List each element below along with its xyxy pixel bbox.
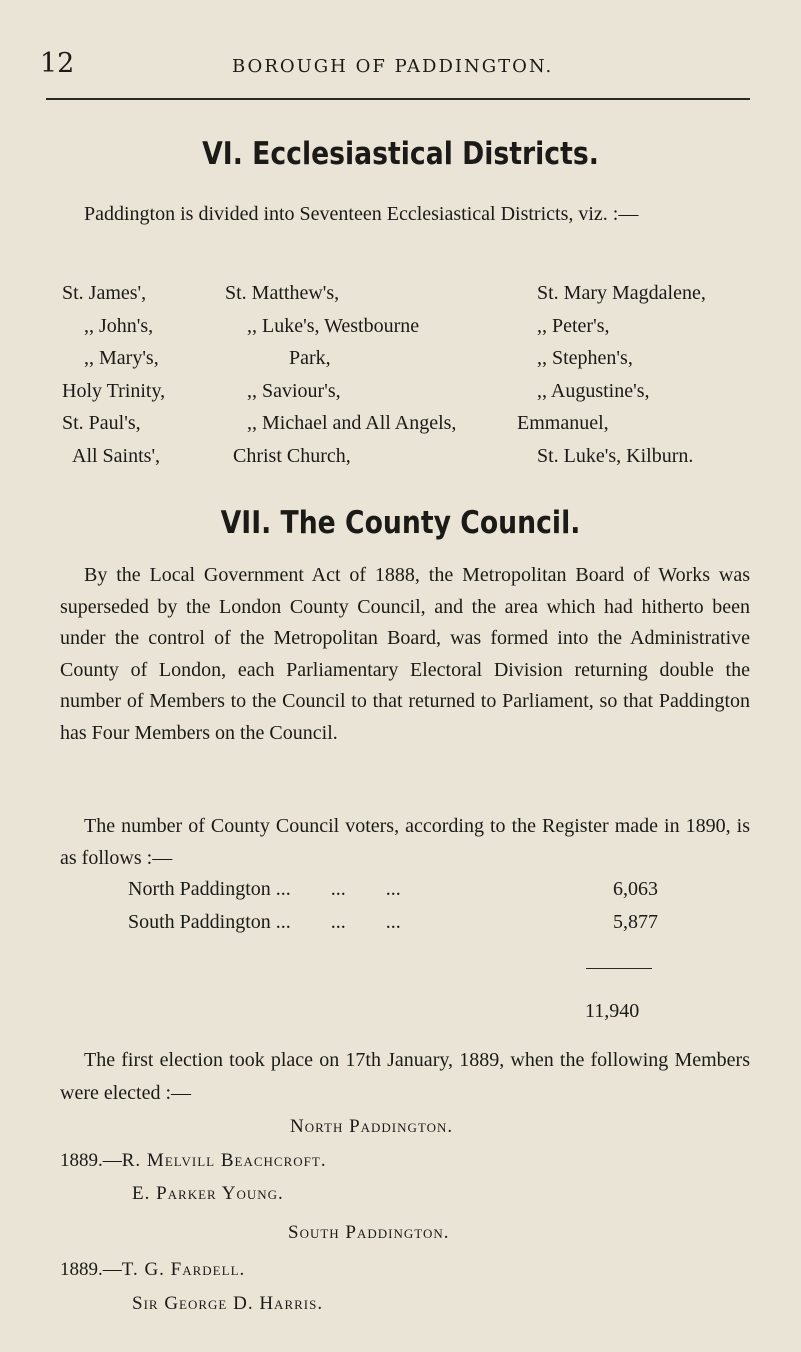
election-year: 1889.— [60, 1259, 122, 1280]
south-paddington-heading: South Paddington. [288, 1222, 450, 1243]
south-member-line-2: Sir George D. Harris. [132, 1293, 324, 1314]
north-member-line-1 [60, 1150, 327, 1172]
south-member-line-1 [60, 1259, 245, 1281]
paragraph-text: The number of County Council voters, according to the Register made in 1890, is as follows :— [60, 815, 750, 869]
district-item: Emmanuel, [517, 412, 609, 434]
north-paddington-heading: North Paddington. [290, 1116, 454, 1137]
district-item: St. Paul's, [62, 412, 141, 434]
running-head: BOROUGH OF PADDINGTON. [232, 56, 554, 77]
district-item: ,, Michael and All Angels, [247, 412, 457, 434]
voters-value: 6,063 [613, 878, 658, 900]
paragraph-text: The first election took place on 17th January, 1889, when the following Members were elected :— [60, 1049, 750, 1104]
header-rule [46, 98, 750, 100]
voters-label: North Paddington ... ... ... [128, 878, 401, 900]
districts-column-2 [225, 277, 456, 472]
district-item: St. Mary Magdalene, [537, 282, 706, 304]
district-item: ,, Stephen's, [537, 347, 633, 369]
districts-column-3 [517, 277, 706, 472]
voters-label: South Paddington ... ... ... [128, 911, 401, 933]
district-item: St. Luke's, Kilburn. [537, 444, 694, 467]
districts-column-1 [62, 277, 165, 472]
district-item: ,, Mary's, [84, 347, 159, 369]
district-item: ,, Luke's, Westbourne [247, 314, 420, 337]
north-member-line-2: E. Parker Young. [132, 1183, 284, 1204]
district-item: ,, Peter's, [537, 314, 610, 337]
district-item: Park, [289, 347, 331, 369]
election-year: 1889.— [60, 1150, 122, 1171]
district-item: ,, Augustine's, [537, 379, 650, 402]
voters-intro-paragraph [60, 810, 750, 874]
voters-total: 11,940 [585, 1000, 640, 1022]
page-number: 12 [40, 48, 75, 79]
district-item: ,, Saviour's, [247, 379, 341, 402]
ecclesiastical-intro [60, 194, 750, 234]
district-item: St. Matthew's, [225, 282, 340, 304]
intro-text: Paddington is divided into Seventeen Ecclesiastical Districts, viz. :— [84, 203, 639, 225]
paragraph-text: By the Local Government Act of 1888, the Metropolitan Board of Works was superseded by the London County Council, and the area which had hitherto been under the control of the Metropolitan Board, was formed into the Administrative County of London, each Parliamentary Electoral Division returning double the number of Members to the Council to that returned to Parliament, so that Paddington has Four Members on the Council. [60, 564, 750, 744]
voters-value: 5,877 [613, 911, 658, 933]
section-heading-county-council: VII. The County Council. [220, 505, 581, 541]
member-name: T. G. Fardell. [121, 1259, 246, 1280]
total-rule [586, 968, 652, 969]
county-council-paragraph [60, 560, 750, 749]
district-item: ,, John's, [84, 314, 154, 337]
district-item: Christ Church, [233, 444, 351, 467]
section-heading-ecclesiastical: VI. Ecclesiastical Districts. [202, 136, 599, 172]
district-item: All Saints', [72, 444, 161, 467]
district-item: St. James', [62, 282, 147, 304]
member-name: R. Melvill Beachcroft. [121, 1150, 327, 1171]
district-item: Holy Trinity, [62, 379, 166, 402]
election-paragraph [60, 1044, 750, 1110]
